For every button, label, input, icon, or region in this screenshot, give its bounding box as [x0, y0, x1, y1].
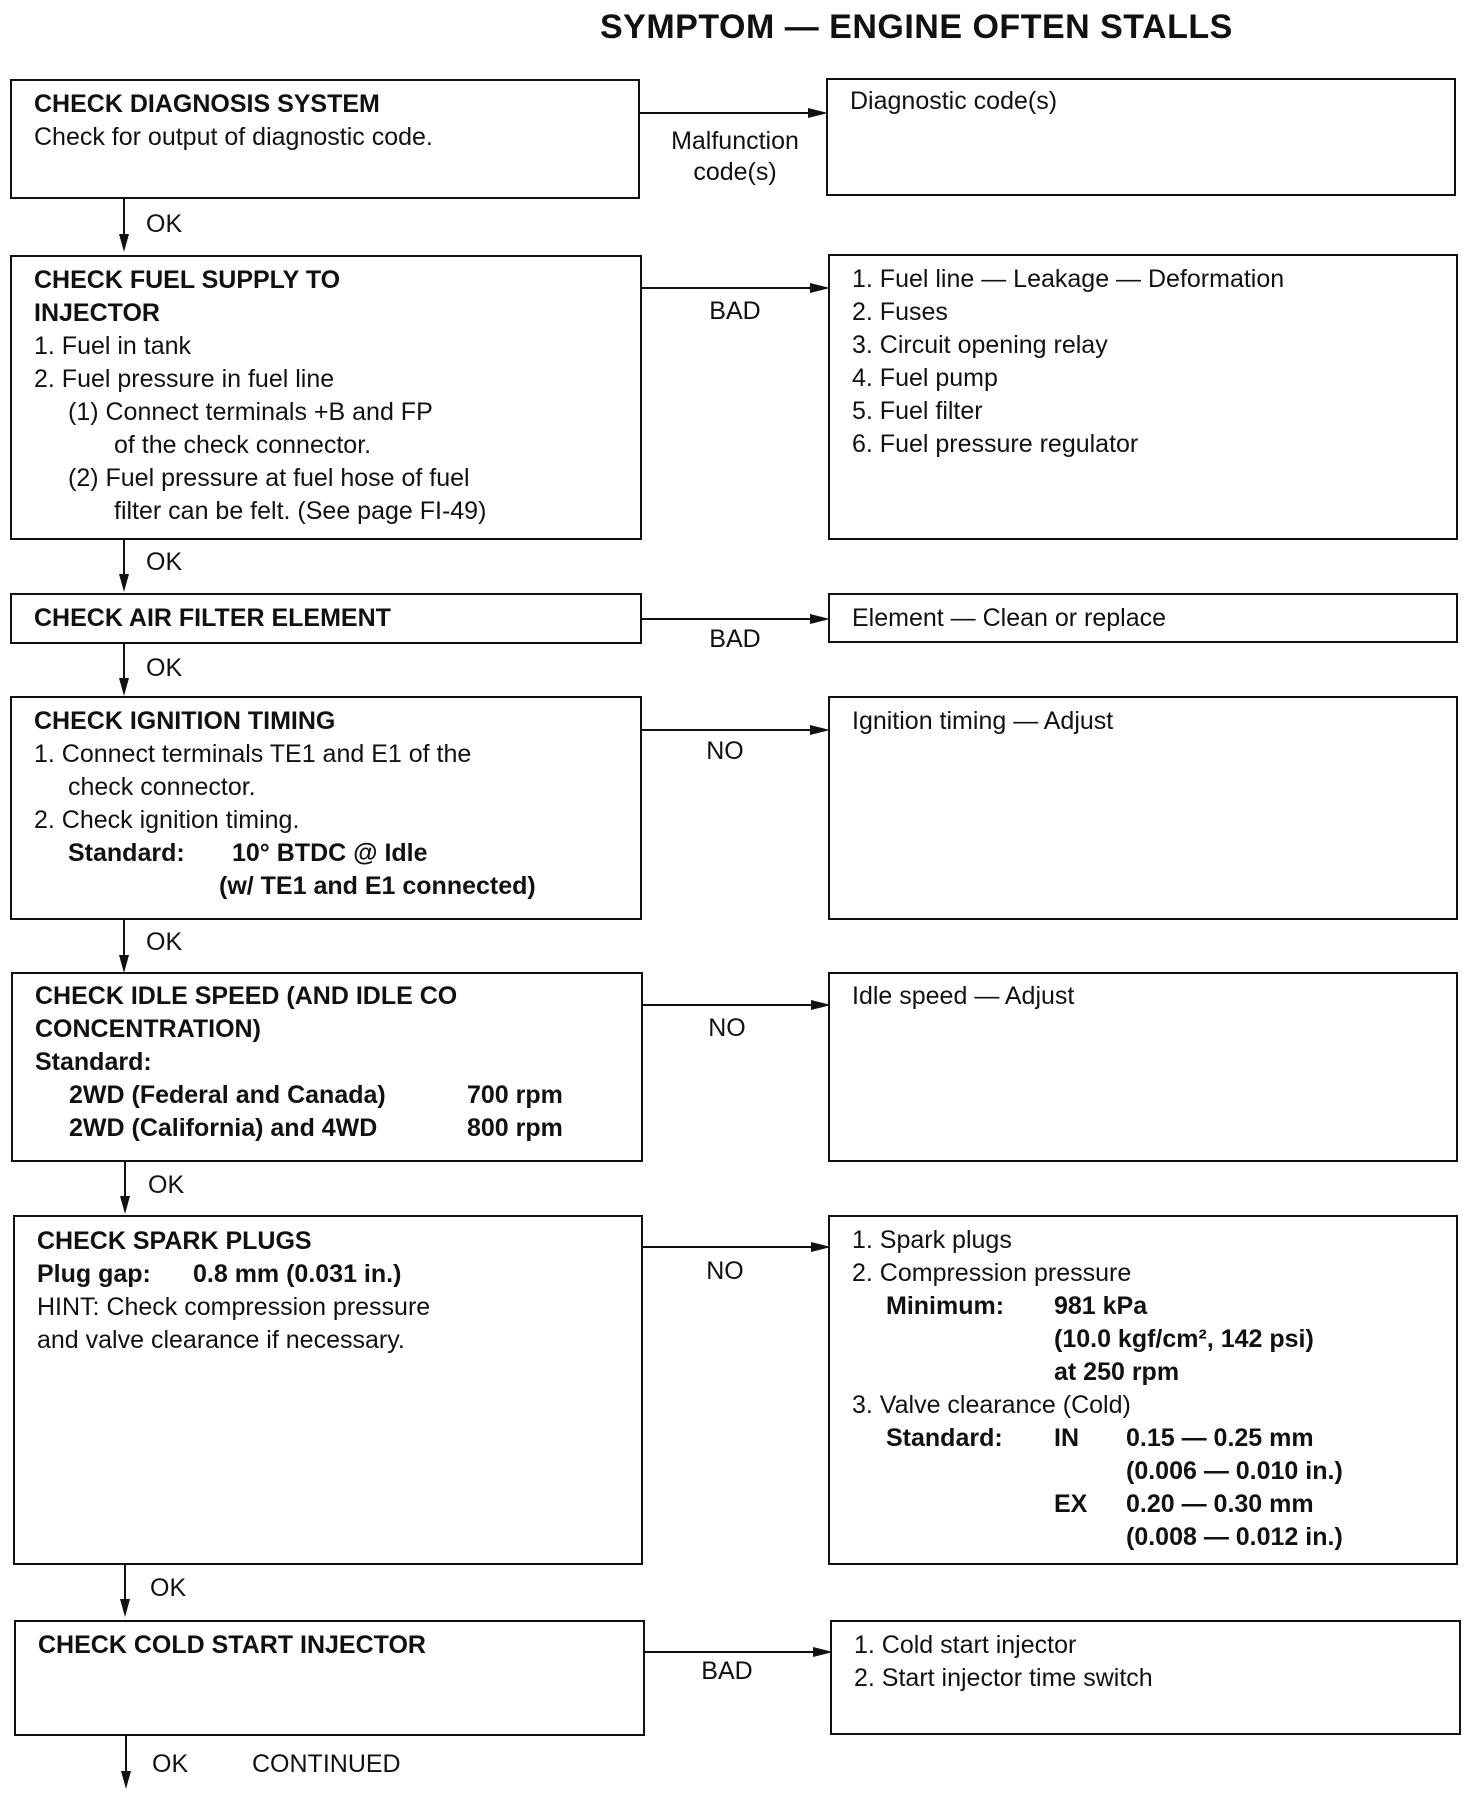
- result-element-box: [828, 593, 1458, 643]
- result-line: 6. Fuel pressure regulator: [852, 430, 1139, 458]
- step-heading: CHECK DIAGNOSIS SYSTEM: [34, 90, 380, 118]
- branch-label-line: Malfunction: [671, 127, 799, 155]
- branch-label: NO: [706, 1257, 744, 1285]
- minimum-value: at 250 rpm: [1054, 1358, 1180, 1386]
- in-label: IN: [1054, 1424, 1079, 1452]
- step-heading: CONCENTRATION): [35, 1015, 261, 1043]
- branch-label: BAD: [709, 625, 761, 653]
- standard-label: Standard:: [35, 1048, 152, 1076]
- flow-line: [125, 1736, 127, 1774]
- step-line: Check for output of diagnostic code.: [34, 123, 433, 151]
- flow-line: [124, 1565, 126, 1602]
- arrow-down-icon: [120, 1599, 130, 1617]
- result-line: Ignition timing — Adjust: [852, 707, 1114, 735]
- result-line: 1. Fuel line — Leakage — Deformation: [852, 265, 1285, 293]
- step-heading: CHECK IDLE SPEED (AND IDLE CO: [35, 982, 458, 1010]
- connector-line: [642, 729, 818, 731]
- connector-line: [642, 287, 818, 289]
- result-line: 1. Cold start injector: [854, 1631, 1077, 1659]
- result-line: 5. Fuel filter: [852, 397, 983, 425]
- branch-label: BAD: [701, 1657, 753, 1685]
- plug-gap-label: Plug gap:: [37, 1260, 151, 1288]
- standard-value: 10° BTDC @ Idle: [232, 839, 428, 867]
- spec-row: [35, 1079, 619, 1112]
- result-diagnostic-code-box: [826, 78, 1456, 196]
- step-cold-start-box: [14, 1620, 645, 1736]
- connector-line: [642, 618, 818, 620]
- step-line: 2. Check ignition timing.: [34, 806, 300, 834]
- ok-label: OK: [146, 210, 183, 238]
- step-line: check connector.: [68, 773, 256, 801]
- step-line: 1. Fuel in tank: [34, 332, 192, 360]
- step-line: (2) Fuel pressure at fuel hose of fuel: [68, 464, 470, 492]
- step-air-filter-box: [10, 593, 642, 644]
- result-line: Element — Clean or replace: [852, 604, 1167, 632]
- spec-name: 2WD (California) and 4WD: [69, 1114, 378, 1142]
- connector-line: [645, 1651, 821, 1653]
- hint-line: HINT: Check compression pressure: [37, 1293, 431, 1321]
- arrow-right-icon: [810, 725, 830, 735]
- result-line: 2. Compression pressure: [852, 1259, 1132, 1287]
- step-line: of the check connector.: [114, 431, 372, 459]
- arrow-right-icon: [808, 108, 828, 118]
- result-line: 3. Valve clearance (Cold): [852, 1391, 1131, 1419]
- arrow-right-icon: [810, 283, 830, 293]
- flow-line: [123, 199, 125, 237]
- arrow-down-icon: [119, 234, 129, 252]
- arrow-down-icon: [119, 955, 129, 973]
- spec-name: 2WD (Federal and Canada): [69, 1081, 386, 1109]
- step-line: filter can be felt. (See page FI-49): [114, 497, 487, 525]
- result-line: Diagnostic code(s): [850, 87, 1058, 115]
- minimum-label: Minimum:: [886, 1292, 1005, 1320]
- plug-gap-value: 0.8 mm (0.031 in.): [193, 1260, 402, 1288]
- arrow-down-icon: [119, 574, 129, 592]
- ok-label: OK: [150, 1574, 187, 1602]
- minimum-value: 981 kPa: [1054, 1292, 1148, 1320]
- connector-line: [640, 112, 816, 114]
- ex-value: (0.008 — 0.012 in.): [1126, 1523, 1343, 1551]
- branch-label: BAD: [709, 297, 761, 325]
- step-heading: CHECK COLD START INJECTOR: [38, 1631, 426, 1659]
- step-heading: INJECTOR: [34, 299, 160, 327]
- in-value: 0.15 — 0.25 mm: [1126, 1424, 1314, 1452]
- branch-label: NO: [706, 737, 744, 765]
- connector-line: [643, 1246, 819, 1248]
- in-value: (0.006 — 0.010 in.): [1126, 1457, 1343, 1485]
- result-ignition-box: [828, 696, 1458, 920]
- ok-label: OK: [148, 1171, 185, 1199]
- spec-row: [35, 1112, 619, 1145]
- step-ignition-timing-box: [10, 696, 642, 920]
- arrow-down-icon: [120, 1196, 130, 1214]
- standard-label: Standard:: [886, 1424, 1003, 1452]
- result-line: 4. Fuel pump: [852, 364, 998, 392]
- arrow-down-icon: [119, 678, 129, 696]
- result-line: 2. Start injector time switch: [854, 1664, 1153, 1692]
- branch-label: NO: [708, 1014, 746, 1042]
- ex-value: 0.20 — 0.30 mm: [1126, 1490, 1314, 1518]
- result-line: 2. Fuses: [852, 298, 948, 326]
- result-line: 1. Spark plugs: [852, 1226, 1012, 1254]
- step-spark-plugs-box: [13, 1215, 643, 1565]
- flow-line: [124, 1162, 126, 1199]
- result-line: Idle speed — Adjust: [852, 982, 1075, 1010]
- page-title: SYMPTOM — ENGINE OFTEN STALLS: [600, 8, 1233, 46]
- step-heading: CHECK SPARK PLUGS: [37, 1227, 312, 1255]
- step-diagnosis-box: [10, 79, 640, 199]
- standard-label: Standard:: [68, 839, 185, 867]
- branch-label-line: code(s): [693, 158, 777, 186]
- arrow-down-icon: [121, 1771, 131, 1789]
- spec-value: 700 rpm: [467, 1081, 563, 1109]
- spec-value: 800 rpm: [467, 1114, 563, 1142]
- step-heading: CHECK FUEL SUPPLY TO: [34, 266, 341, 294]
- step-line: 1. Connect terminals TE1 and E1 of the: [34, 740, 472, 768]
- step-line: (1) Connect terminals +B and FP: [68, 398, 433, 426]
- result-idle-box: [828, 972, 1458, 1162]
- step-fuel-supply-box: [10, 255, 642, 540]
- ok-label: OK: [146, 654, 183, 682]
- ex-label: EX: [1054, 1490, 1088, 1518]
- arrow-right-icon: [810, 614, 830, 624]
- step-idle-speed-box: [11, 972, 643, 1162]
- flow-line: [123, 644, 125, 681]
- standard-note: (w/ TE1 and E1 connected): [219, 872, 536, 900]
- flow-line: [123, 540, 125, 576]
- result-fuel-box: [828, 254, 1458, 540]
- connector-line: [643, 1004, 819, 1006]
- branch-label: [650, 126, 820, 188]
- flow-line: [123, 920, 125, 958]
- continued-label: CONTINUED: [252, 1750, 401, 1778]
- hint-line: and valve clearance if necessary.: [37, 1326, 405, 1354]
- minimum-value: (10.0 kgf/cm², 142 psi): [1054, 1325, 1314, 1353]
- ok-label: OK: [152, 1750, 189, 1778]
- step-line: 2. Fuel pressure in fuel line: [34, 365, 335, 393]
- step-heading: CHECK AIR FILTER ELEMENT: [34, 604, 391, 632]
- result-line: 3. Circuit opening relay: [852, 331, 1108, 359]
- ok-label: OK: [146, 928, 183, 956]
- step-heading: CHECK IGNITION TIMING: [34, 707, 336, 735]
- result-cold-start-box: [830, 1620, 1461, 1735]
- ok-label: OK: [146, 548, 183, 576]
- result-spark-plugs-box: [828, 1215, 1458, 1565]
